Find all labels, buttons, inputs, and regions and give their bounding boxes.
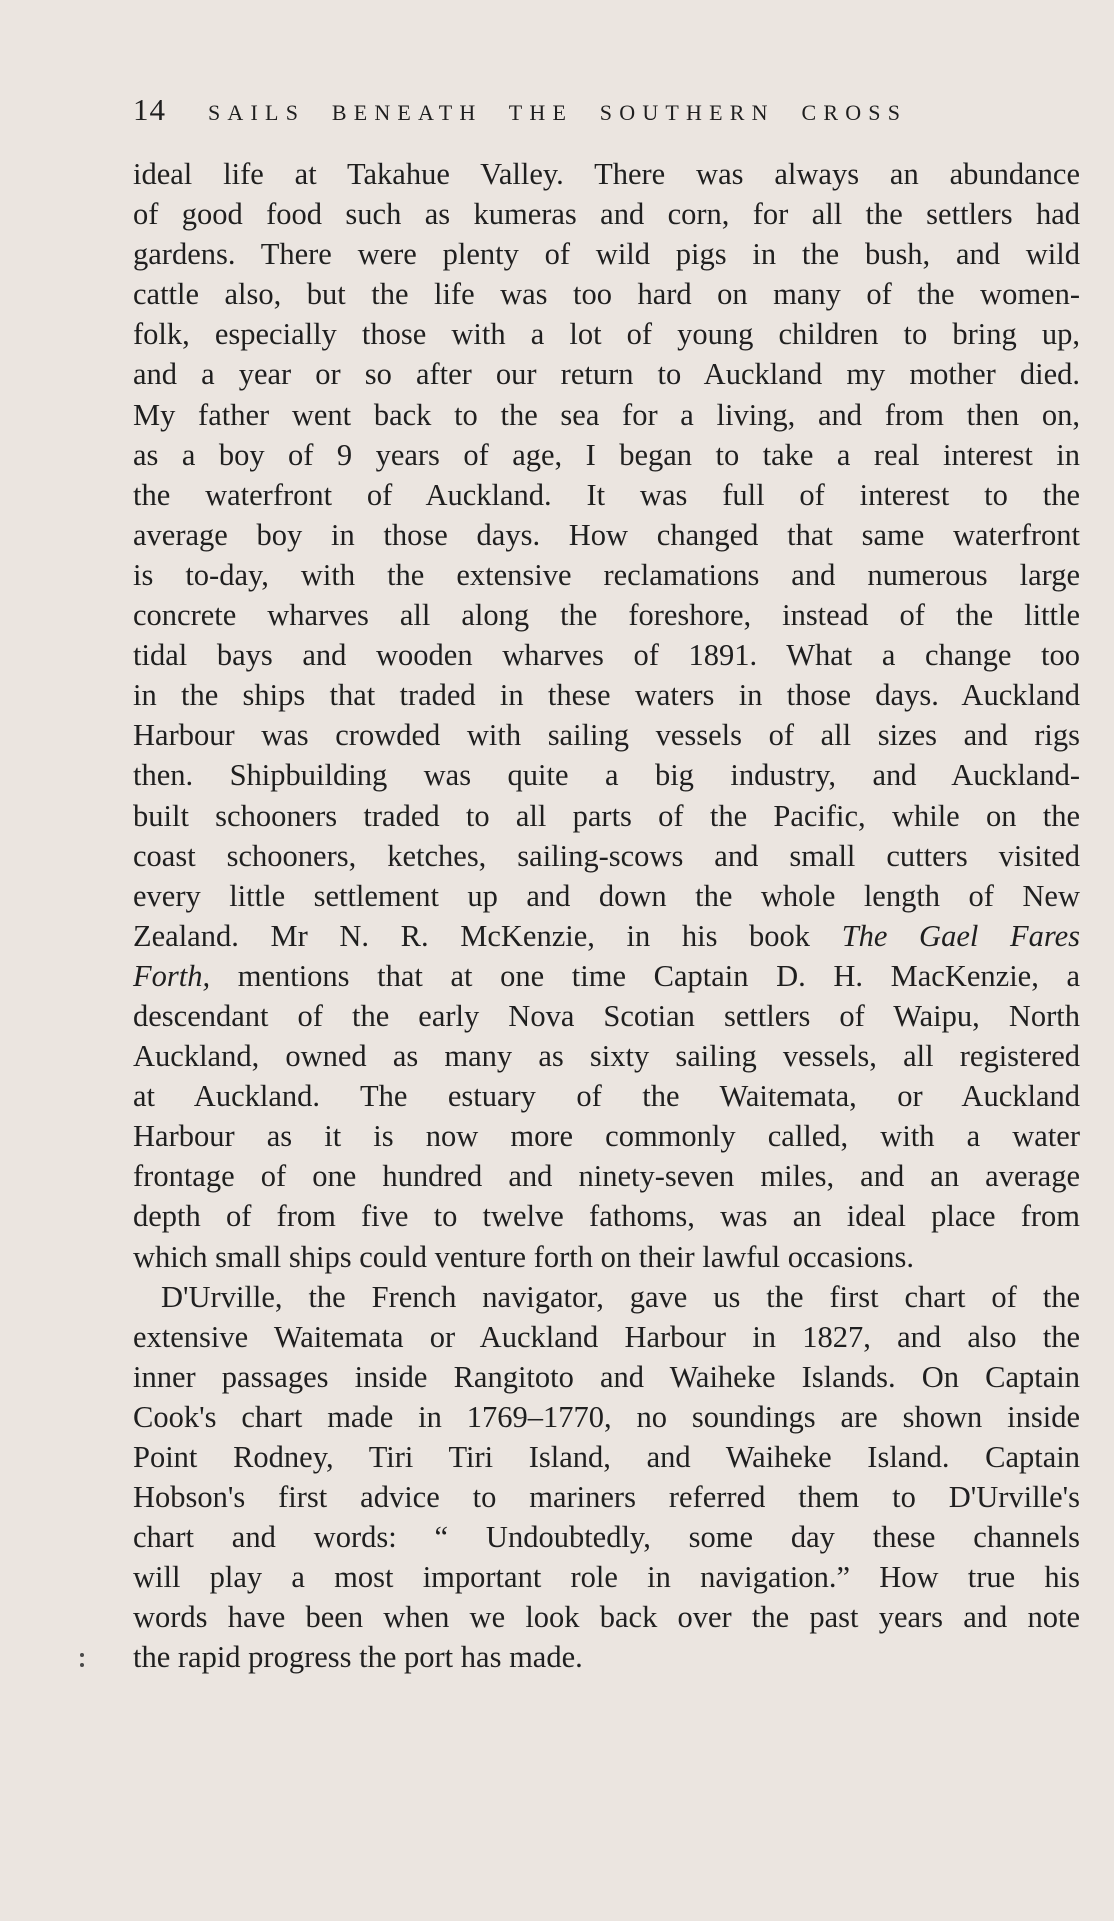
text-line: folk, especially those with a lot of young children to bring up, [133, 317, 1080, 352]
ink-speck [80, 1663, 84, 1667]
text-line: concrete wharves all along the foreshore, instead of the little [133, 598, 1080, 633]
running-head: SAILS BENEATH THE SOUTHERN CROSS [208, 100, 908, 125]
text-line: depth of from five to twelve fathoms, was an ideal place from [133, 1199, 1080, 1234]
text-line: Point Rodney, Tiri Tiri Island, and Waiheke Island. Captain [133, 1440, 1080, 1474]
text-line: extensive Waitemata or Auckland Harbour in 1827, and also the [133, 1319, 1080, 1354]
text-line: average boy in those days. How changed that same waterfront [133, 517, 1080, 552]
text-line: ideal life at Takahue Valley. There was always an abundance [133, 157, 1080, 191]
text-line: Hobson's first advice to mariners referred them to D'Urville's [133, 1480, 1080, 1515]
text-line: gardens. There were plenty of wild pigs in the bush, and wild [133, 237, 1080, 272]
text-line: the rapid progress the port has made. [133, 1640, 583, 1675]
text-line: at Auckland. The estuary of the Waitemata, or Auckland [133, 1079, 1080, 1114]
book-title: The Gael Fares [841, 918, 1080, 953]
text-run: Zealand. Mr N. R. McKenzie, in his book [133, 918, 842, 953]
body-text [133, 154, 1080, 1678]
text-line: will play a most important role in navigation.” How true his [133, 1560, 1080, 1595]
paragraph-2 [133, 1277, 1080, 1678]
text-line: Harbour as it is now more commonly called, with a water [133, 1119, 1080, 1154]
text-line: the waterfront of Auckland. It was full of interest to the [133, 477, 1080, 512]
text-line: descendant of the early Nova Scotian settlers of Waipu, North [133, 998, 1080, 1033]
text-line: Auckland, owned as many as sixty sailing vessels, all registered [133, 1039, 1080, 1074]
text-line: of good food such as kumeras and corn, for all the settlers had [133, 197, 1080, 232]
text-line: in the ships that traded in these waters in those days. Auckland [133, 678, 1080, 713]
text-line: My father went back to the sea for a living, and from then on, [133, 397, 1080, 432]
text-line: frontage of one hundred and ninety-seven miles, and an average [133, 1159, 1080, 1194]
text-line: inner passages inside Rangitoto and Waiheke Islands. On Captain [133, 1359, 1080, 1394]
text-line: D'Urville, the French navigator, gave us the first chart of the [161, 1279, 1080, 1314]
text-line: every little settlement up and down the whole length of New [133, 878, 1080, 913]
text-line: tidal bays and wooden wharves of 1891. What a change too [133, 638, 1080, 673]
text-line: as a boy of 9 years of age, I began to take a real interest in [133, 437, 1080, 472]
text-line: Cook's chart made in 1769–1770, no soundings are shown inside [133, 1399, 1080, 1434]
text-run: mentions that at one time Captain D. H. MacKenzie, a [210, 958, 1080, 993]
text-line: coast schooners, ketches, sailing-scows and small cutters visited [133, 838, 1080, 873]
page-header [133, 92, 1028, 132]
text-line [133, 916, 1080, 956]
text-line: chart and words: “ Undoubtedly, some day these channels [133, 1520, 1080, 1555]
text-line: which small ships could venture forth on their lawful occasions. [133, 1239, 914, 1274]
text-line: then. Shipbuilding was quite a big industry, and Auckland- [133, 758, 1080, 793]
text-line: words have been when we look back over the past years and note [133, 1600, 1080, 1635]
text-line: and a year or so after our return to Auckland my mother died. [133, 357, 1080, 392]
text-line: Harbour was crowded with sailing vessels of all sizes and rigs [133, 718, 1080, 753]
text-line [133, 956, 1080, 996]
text-line: built schooners traded to all parts of the Pacific, while on the [133, 798, 1080, 833]
book-title: Forth, [133, 958, 211, 993]
ink-speck [80, 1653, 84, 1657]
text-line: cattle also, but the life was too hard on many of the women- [133, 277, 1080, 312]
text-line: is to-day, with the extensive reclamations and numerous large [133, 557, 1080, 592]
page-number: 14 [133, 92, 166, 127]
paragraph-1 [133, 154, 1080, 1277]
